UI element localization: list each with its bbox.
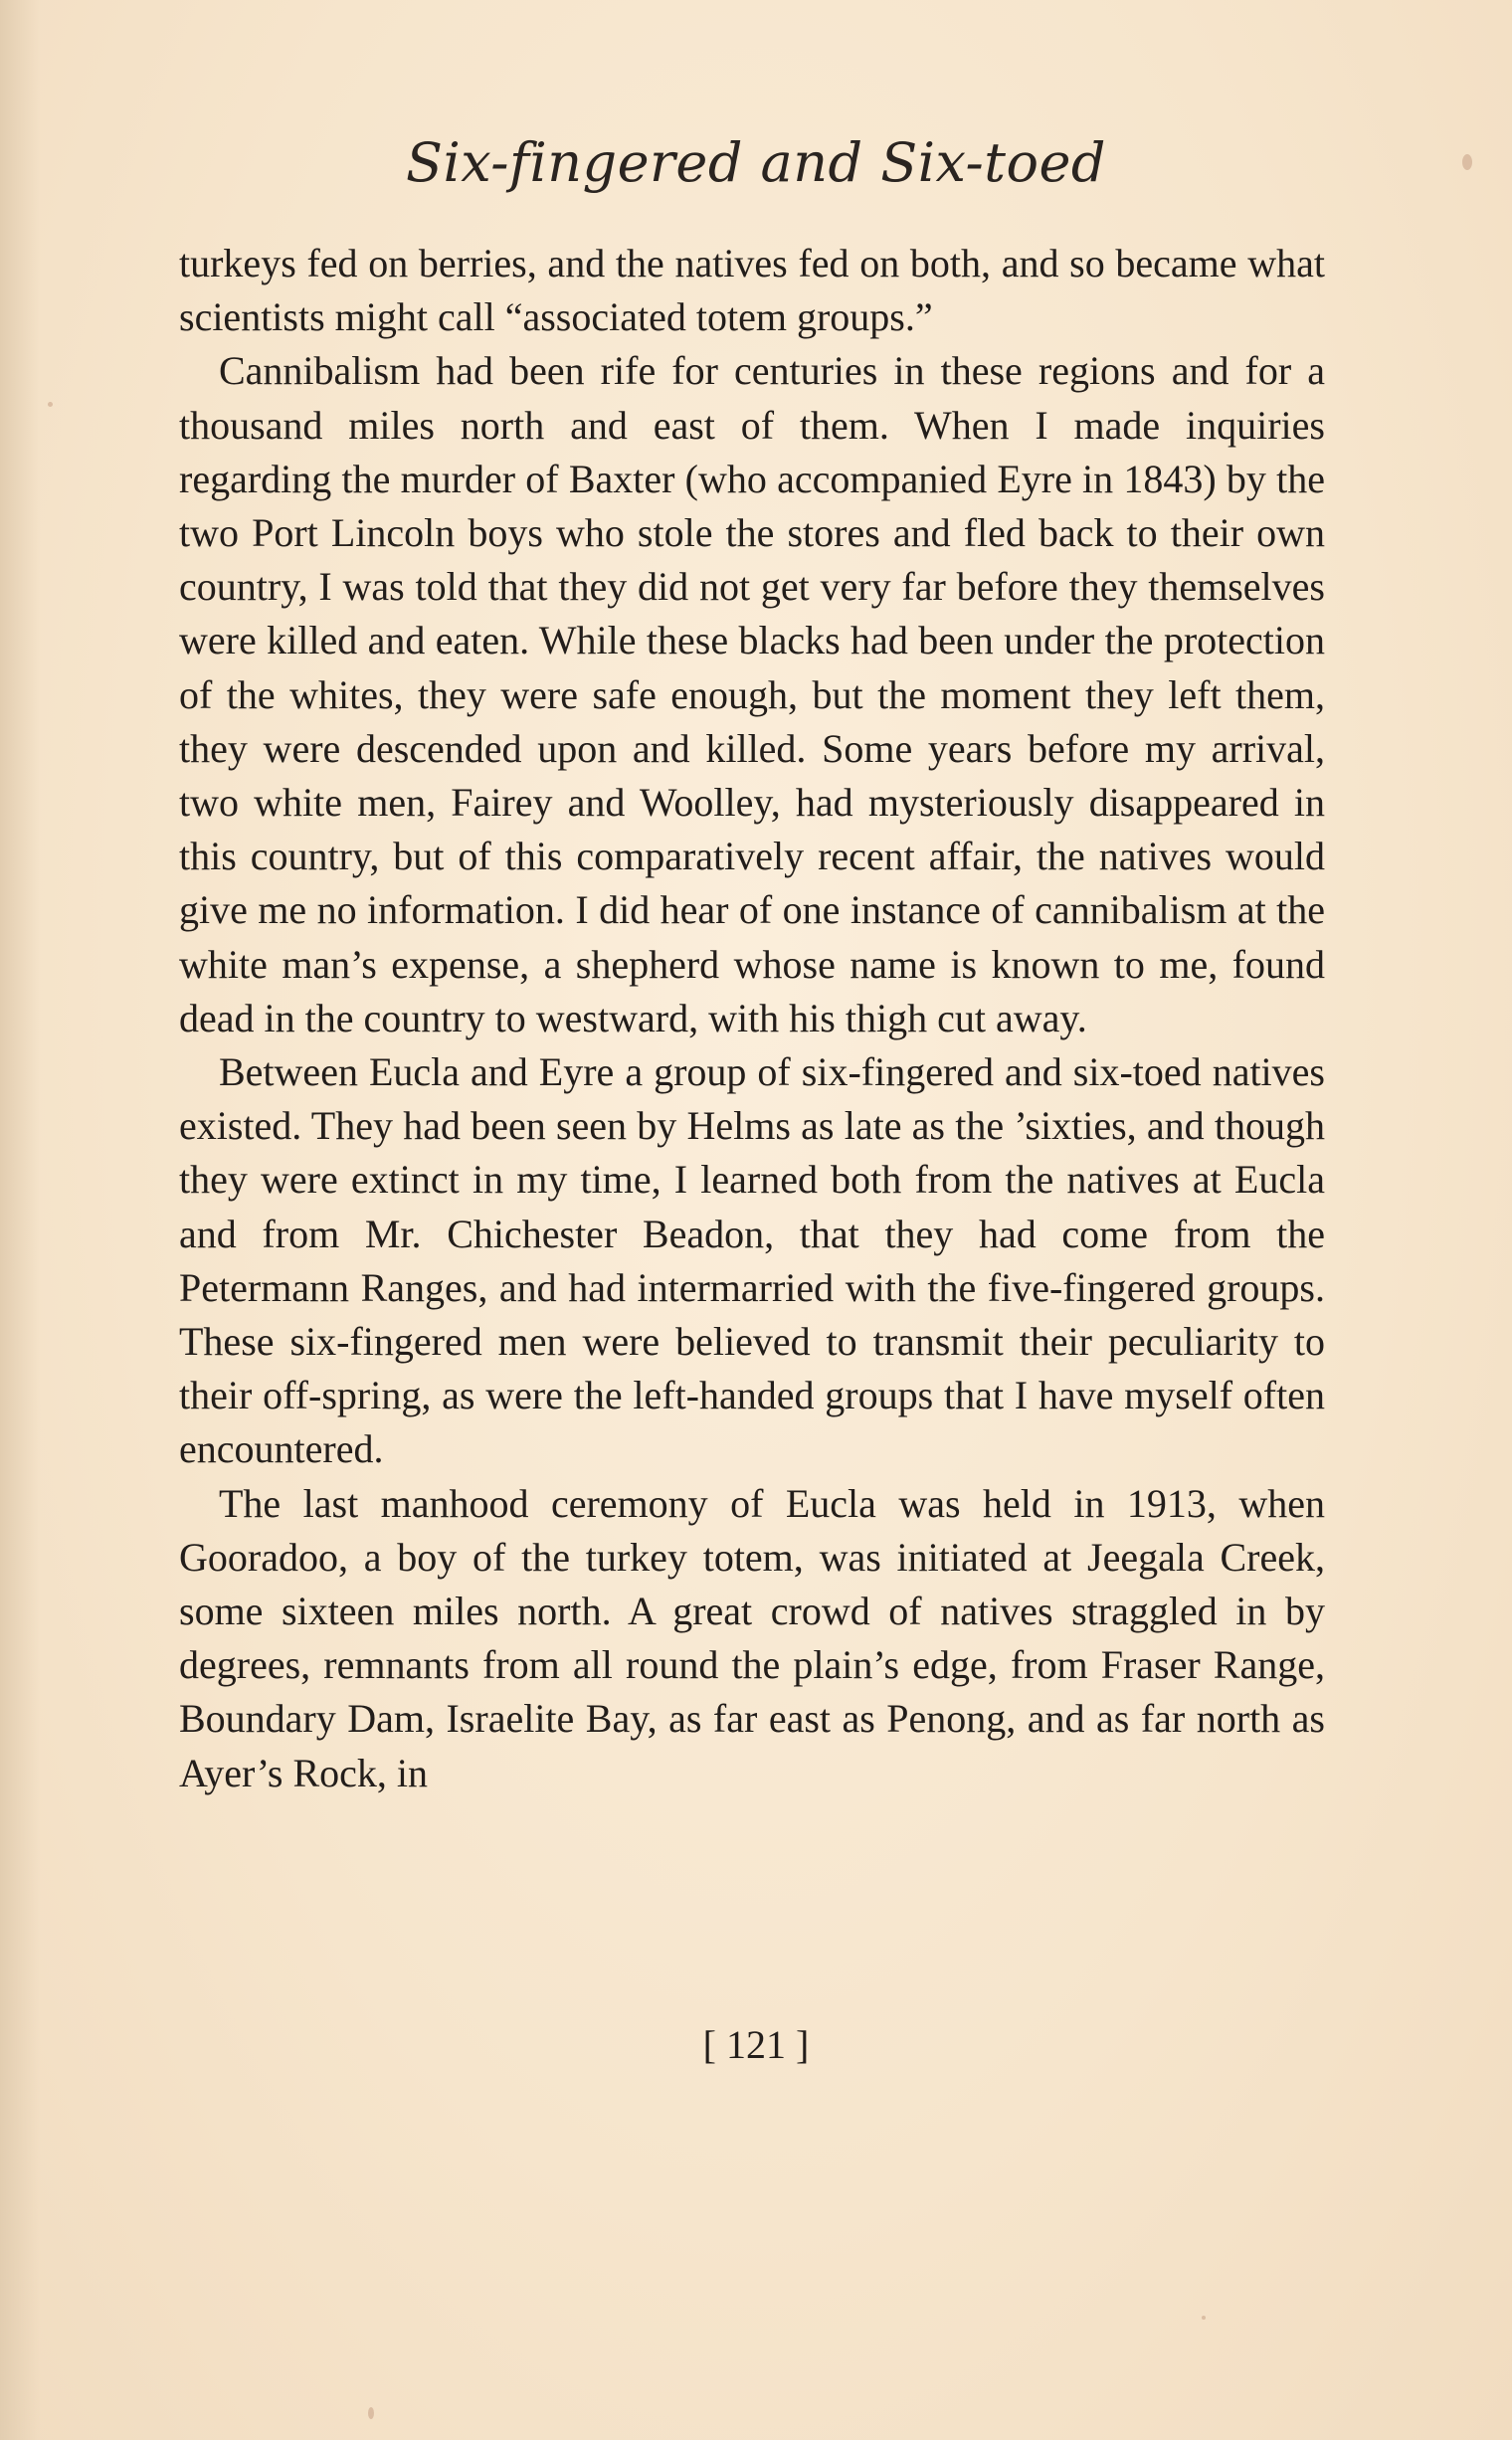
paper-speck [48, 402, 53, 407]
paper-speck [1462, 154, 1472, 170]
paragraph-3: Between Eucla and Eyre a group of six-fingered and six-toed natives existed. They had been seen by Helms as late as the ’sixties, and though they were extinct in my time, I learned both from the natives at Eucla and from Mr. Chichester Beadon, that they had come from the Petermann Ranges, and had intermarried with the five-fingered groups. These six-fingered men were believed to transmit their peculiarity to their off-spring, as were the left-handed groups that I have myself often encountered. [179, 1049, 1325, 1472]
gutter-shadow [0, 0, 40, 2440]
paragraph-1: turkeys fed on berries, and the natives fed on both, and so became what scientists might call “associated totem groups.” [179, 241, 1325, 340]
paragraph-4: The last manhood ceremony of Eucla was held in 1913, when Gooradoo, a boy of the turkey totem, was initiated at Jeegala Creek, some sixteen miles north. A great crowd of natives straggled in by degrees, remnants from all round the plain’s edge, from Fraser Range, Boundary Dam, Israelite Bay, as far east as Penong, and as far north as Ayer’s Rock, in [179, 1480, 1325, 1795]
body-text [179, 237, 1325, 1800]
page-number: [ 121 ] [702, 2022, 810, 2067]
running-head: Six-fingered and Six-toed [405, 131, 1107, 194]
paragraph-2: Cannibalism had been rife for centuries in these regions and for a thousand miles north and east of them. When I made inquiries regarding the murder of Baxter (who accompanied Eyre in 1843) by the two Port Lincoln boys who stole the stores and fled back to their own country, I was told that they did not get very far before they themselves were killed and eaten. While these blacks had been under the protection of the whites, they were safe enough, but the moment they left them, they were descended upon and killed. Some years before my arrival, two white men, Fairey and Woolley, had mysteriously disappeared in this country, but of this comparatively recent affair, the natives would give me no information. I did hear of one instance of cannibalism at the white man’s expense, a shepherd whose name is known to me, found dead in the country to westward, with his thigh cut away. [179, 348, 1325, 1040]
paper-speck [368, 2407, 374, 2419]
paper-speck [1202, 2316, 1206, 2320]
